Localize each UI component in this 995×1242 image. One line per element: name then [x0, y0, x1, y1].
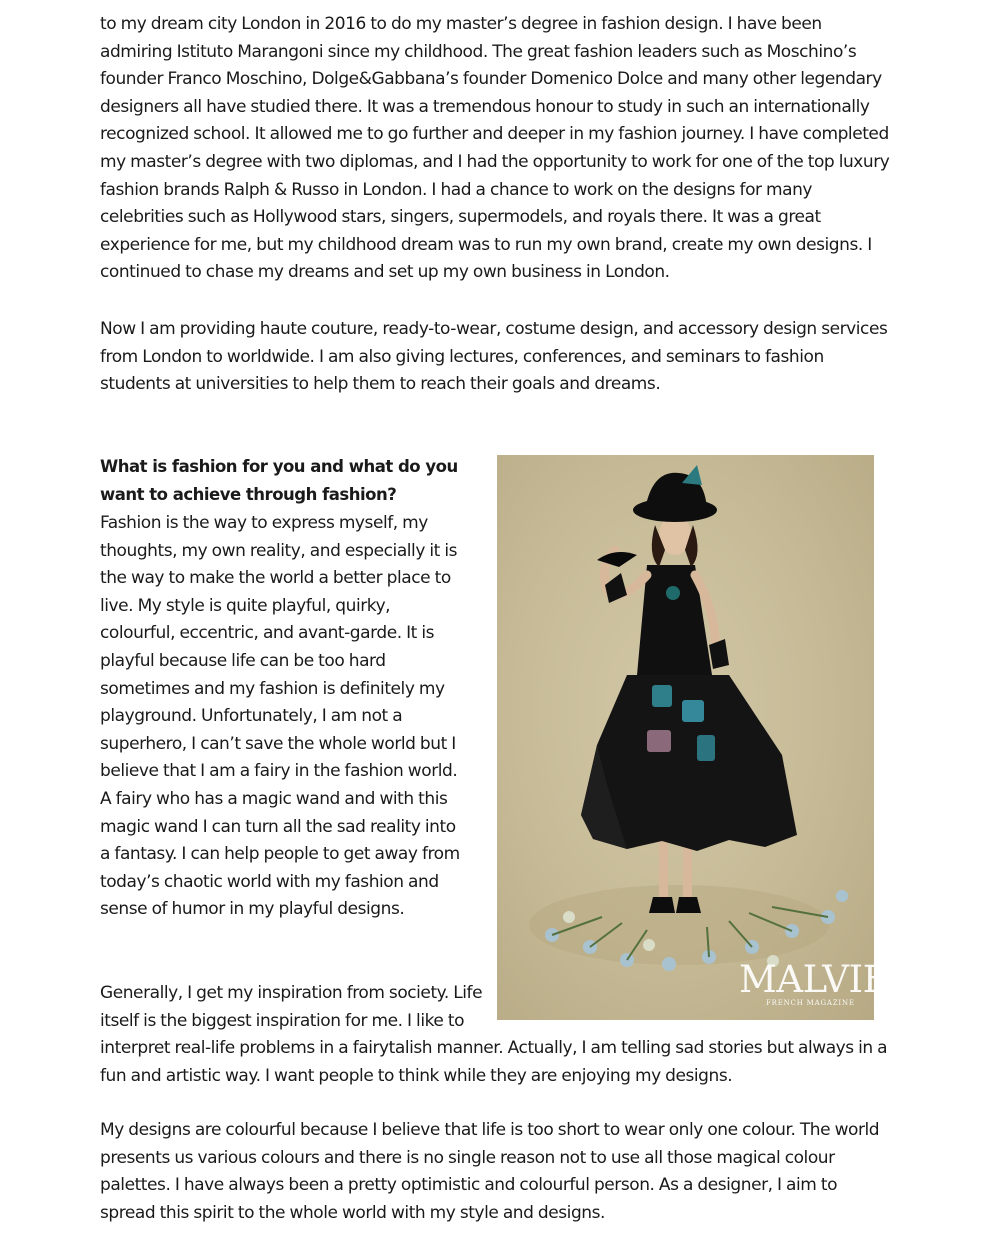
interview-question: What is fashion for you and what do you want to achieve through fashion? [100, 457, 458, 504]
fashion-photo [497, 455, 890, 1020]
magazine-watermark-subtitle: FRENCH MAGAZINE [766, 999, 855, 1007]
article-paragraph: to my dream city London in 2016 to do my master’s degree in fashion design. I have been admiring Istituto Marangoni since my childhood. The great fashion leaders such as Moschino’s founder Franco Moschino, Dolge&Gabbana’s founder Domenico Dolce and many other legendary designers all have studied there. It was a tremendous honour to study in such an internationally recognized school. It allowed me to go further and deeper in my fashion journey. I have completed my master’s degree with two diplomas, and I had the opportunity to work for one of the top luxury fashion brands Ralph & Russo in London. I had a chance to work on the designs for many celebrities such as Hollywood stars, singers, supermodels, and royals there. It was a great experience for me, but my childhood dream was to run my own brand, create my own designs. I continued to chase my dreams and set up my own business in London. [100, 14, 890, 283]
article-paragraph: Now I am providing haute couture, ready-to-wear, costume design, and accessory design services from London to worldwide. I am also giving lectures, conferences, and seminars to fashion students at universities to help them to reach their goals and dreams. [100, 319, 888, 395]
interview-answer: Fashion is the way to express myself, my thoughts, my own reality, and especially it is the way to make the world a better place to live. My style is quite playful, quirky, colourful, eccentric, and avant-garde. It is playful because life can be too hard sometimes and my fashion is definitely my playground. Unfortunately, I am not a superhero, I can’t save the whole world but I believe that I am a fairy in the fashion world. A fairy who has a magic wand and with this magic wand I can turn all the sad reality into a fantasy. I can help people to get away from today’s chaotic world with my fashion and sense of humor in my playful designs. [100, 513, 460, 920]
interview-answer-text: Generally, I get my inspiration from society. Life itself is the biggest inspiration for me. I like to interpret real-life problems in a fairytalish manner. Actually, I am telling sad stories but always in a fun and artistic way. I want people to think while they are enjoying my designs. [100, 983, 888, 1086]
fashion-model-illustration [497, 455, 874, 1020]
magazine-watermark: MALVIE [739, 958, 890, 1001]
interview-answer: My designs are colourful because I believe that life is too short to wear only one colour. The world presents us various colours and there is no single reason not to use all those magical colour palettes. I have always been a pretty optimistic and colourful person. As a designer, I aim to spread this spirit to the whole world with my style and designs. [100, 1120, 880, 1223]
